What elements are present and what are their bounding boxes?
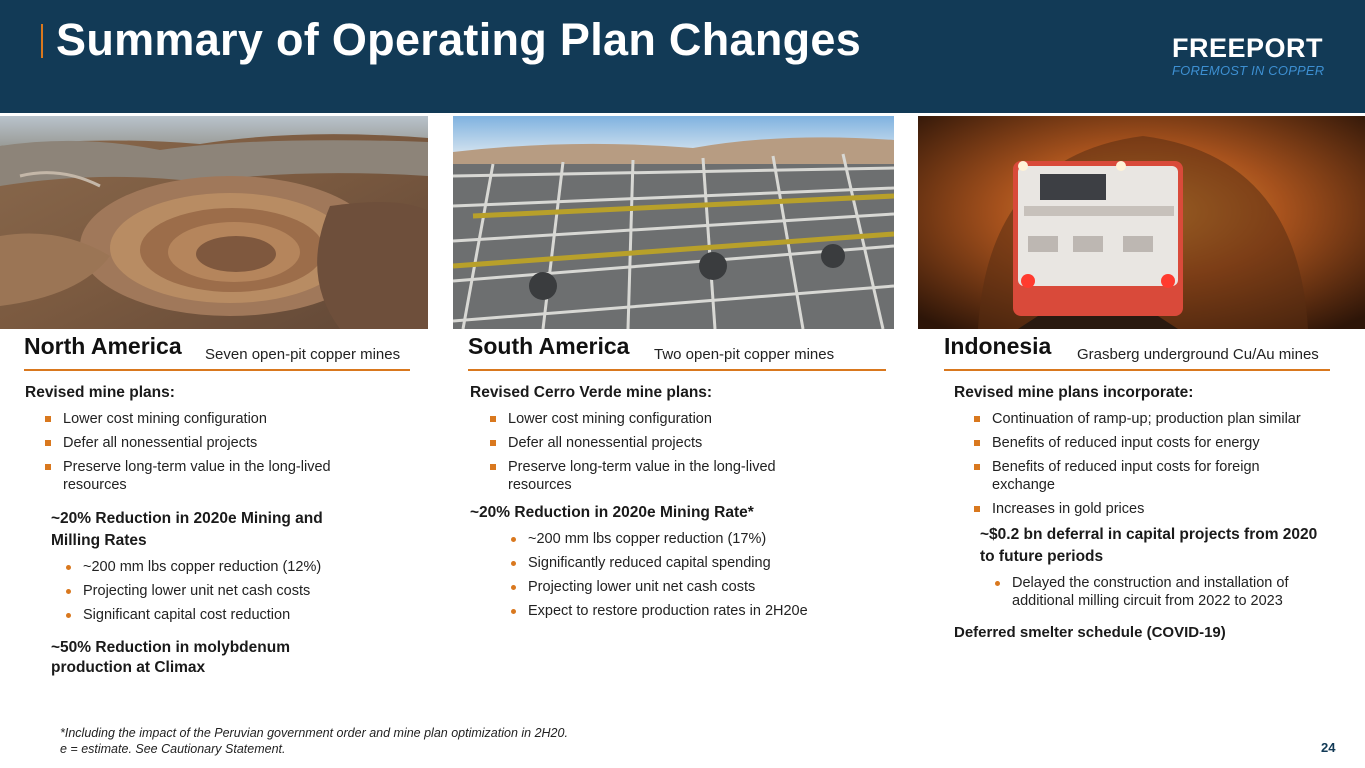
section-heading: Deferred smelter schedule (COVID-19): [954, 624, 1226, 641]
region-subtitle: Two open-pit copper mines: [654, 346, 835, 363]
bullet-list: [496, 530, 870, 620]
header-banner: [0, 0, 1365, 113]
page-title: Summary of Operating Plan Changes: [56, 14, 862, 65]
region-divider: [24, 369, 410, 371]
footnote-line: *Including the impact of the Peruvian government order and mine plan optimization in 2H20.: [60, 726, 568, 740]
region-divider: [468, 369, 886, 371]
list-item: Increases in gold prices: [954, 500, 1339, 518]
section-heading: ~50% Reduction in molybdenum production at Climax: [51, 639, 290, 676]
footnote: [60, 725, 568, 757]
bullet-list: [470, 410, 870, 494]
section-lead: Revised Cerro Verde mine plans:: [470, 384, 713, 401]
freeport-logo: [1172, 34, 1342, 79]
list-item: Projecting lower unit net cash costs: [51, 582, 405, 600]
list-item: Significantly reduced capital spending: [496, 554, 870, 572]
section-lead: Revised mine plans:: [25, 384, 175, 401]
bullet-list: [25, 410, 405, 494]
section-heading: ~$0.2 bn deferral in capital projects from 2020 to future periods: [980, 526, 1318, 565]
list-item: Defer all nonessential projects: [470, 434, 870, 452]
region-header-north-america: [24, 333, 410, 371]
section-heading: ~20% Reduction in 2020e Mining Rate*: [470, 504, 754, 521]
footnote-line: e = estimate. See Cautionary Statement.: [60, 742, 286, 756]
region-subtitle: Seven open-pit copper mines: [205, 346, 401, 363]
list-item: Significant capital cost reduction: [51, 606, 405, 624]
list-item: Benefits of reduced input costs for foreign exchange: [954, 458, 1292, 494]
list-item: ~200 mm lbs copper reduction (17%): [496, 530, 870, 548]
region-name: Indonesia: [944, 333, 1052, 359]
south-america-column: [470, 383, 870, 626]
underground-train-photo: [918, 116, 1365, 329]
logo-tagline: FOREMOST IN COPPER: [1172, 63, 1325, 78]
region-subtitle: Grasberg underground Cu/Au mines: [1077, 346, 1319, 363]
north-america-column: [25, 383, 405, 678]
region-name: South America: [468, 333, 630, 359]
list-item: Preserve long-term value in the long-lived resources: [25, 458, 363, 494]
open-pit-mine-photo: [0, 116, 428, 329]
list-item: ~200 mm lbs copper reduction (12%): [51, 558, 405, 576]
list-item: Continuation of ramp-up; production plan similar: [954, 410, 1339, 428]
list-item: Benefits of reduced input costs for energy: [954, 434, 1339, 452]
list-item: Projecting lower unit net cash costs: [496, 578, 870, 596]
list-item: Lower cost mining configuration: [470, 410, 870, 428]
title-accent-bar: [41, 24, 43, 58]
processing-plant-photo: [453, 116, 894, 329]
region-header-south-america: [468, 333, 886, 371]
list-item: Preserve long-term value in the long-lived resources: [470, 458, 808, 494]
list-item: Expect to restore production rates in 2H20e: [496, 602, 870, 620]
bullet-list: [980, 574, 1339, 610]
bullet-list: [954, 410, 1339, 518]
indonesia-column: [954, 383, 1339, 644]
section-lead: Revised mine plans incorporate:: [954, 384, 1194, 401]
section-heading: ~20% Reduction in 2020e Mining and Milling Rates: [51, 510, 323, 549]
bullet-list: [51, 558, 405, 624]
region-divider: [944, 369, 1330, 371]
page-number: 24: [1321, 740, 1336, 755]
list-item: Defer all nonessential projects: [25, 434, 405, 452]
region-header-indonesia: [944, 333, 1330, 371]
list-item: Delayed the construction and installation of additional milling circuit from 2022 to 2023: [980, 574, 1312, 610]
logo-name: FREEPORT: [1172, 33, 1324, 63]
list-item: Lower cost mining configuration: [25, 410, 405, 428]
region-name: North America: [24, 333, 182, 359]
